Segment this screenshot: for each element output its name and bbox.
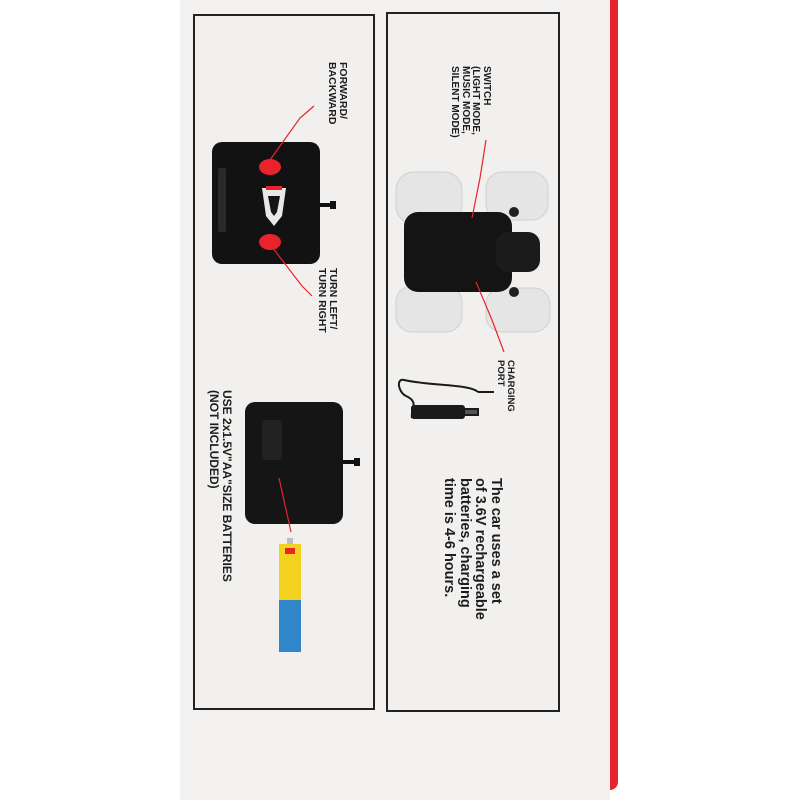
batteries-note-label: USE 2x1.5V"AA"SIZE BATTERIES (NOT INCLUDED) <box>207 390 234 582</box>
forward-backward-label: FORWARD/ BACKWARD <box>325 62 349 125</box>
turn-left-right-label: TURN LEFT/ TURN RIGHT <box>315 268 339 333</box>
stunt-car-icon <box>396 172 550 332</box>
car-battery-info-text: The car uses a set of 3.6V rechargeable batteries, charging time is 4-6 hours. <box>441 478 504 620</box>
turn-left-right-button <box>259 234 281 250</box>
charging-cable-icon <box>399 380 494 418</box>
forward-backward-button <box>259 159 281 175</box>
aa-battery-icon <box>279 538 301 652</box>
switch-modes-label: SWITCH (LIGHT MODE, MUSIC MODE, SILENT MODE) <box>449 66 492 138</box>
remote-back-icon <box>245 402 360 524</box>
switch-pointer-line <box>472 140 486 218</box>
charging-port-label: CHARGING PORT <box>495 360 516 412</box>
remote-control-icon <box>212 142 336 264</box>
